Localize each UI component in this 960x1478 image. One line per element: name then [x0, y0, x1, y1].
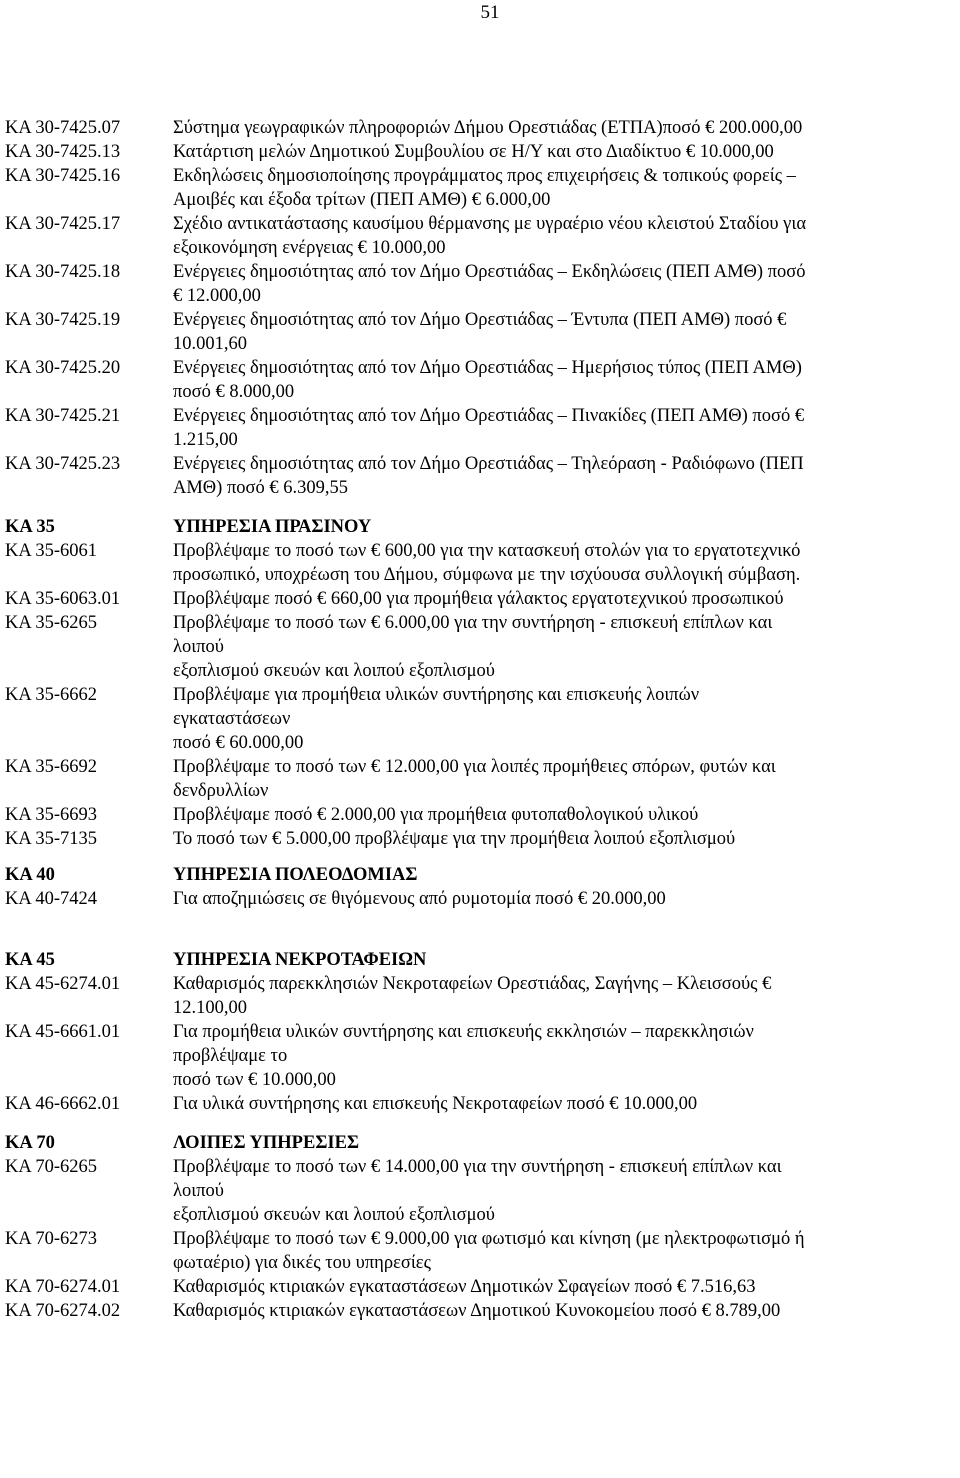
entry-description: [173, 827, 955, 851]
section-heading-row: [5, 863, 955, 887]
description-line: λοιπού: [173, 1181, 224, 1201]
account-code: ΚΑ 45-6661.01: [5, 1022, 121, 1042]
account-code: ΚΑ 30-7425.07: [5, 118, 121, 138]
entry-description: [173, 404, 955, 452]
ledger-row: [5, 1299, 955, 1323]
ledger-row: [5, 452, 955, 500]
entry-description: [173, 887, 955, 911]
entry-description: [173, 140, 955, 164]
account-code: ΚΑ 30-7425.21: [5, 406, 121, 426]
entry-description: [173, 539, 955, 587]
entry-description: [173, 116, 955, 140]
ledger-row: [5, 212, 955, 260]
ledger-row: [5, 1155, 955, 1227]
description-line: Για προμήθεια υλικών συντήρησης και επισκευής εκκλησιών – παρεκκλησιών: [173, 1022, 754, 1042]
ledger-row: [5, 803, 955, 827]
section-spacer: [5, 500, 955, 515]
account-code: ΚΑ 35-7135: [5, 829, 97, 849]
section-spacer: [5, 851, 955, 863]
description-line: Για υλικά συντήρησης και επισκευής Νεκροταφείων ποσό € 10.000,00: [173, 1094, 698, 1114]
description-line: Το ποσό των € 5.000,00 προβλέψαμε για την προμήθεια λοιπού εξοπλισμού: [173, 829, 736, 849]
section-title: [173, 948, 955, 972]
description-line: προσωπικό, υποχρέωση του Δήμου, σύμφωνα με την ισχύουσα συλλογική σύμβαση.: [173, 565, 801, 585]
description-line: € 12.000,00: [173, 286, 261, 306]
entry-description: [173, 1092, 955, 1116]
account-code: ΚΑ 35-6265: [5, 613, 97, 633]
ledger-row: [5, 140, 955, 164]
account-code: ΚΑ 35-6063.01: [5, 589, 121, 609]
entry-description: [173, 755, 955, 803]
entry-description: [173, 1227, 955, 1275]
description-line: Προβλέψαμε ποσό € 2.000,00 για προμήθεια φυτοπαθολογικού υλικού: [173, 805, 699, 825]
description-line: Προβλέψαμε το ποσό των € 14.000,00 για την συντήρηση - επισκευή επίπλων και: [173, 1157, 782, 1177]
entry-description: [173, 1299, 955, 1323]
description-line: ποσό € 8.000,00: [173, 382, 295, 402]
description-line: 12.100,00: [173, 998, 247, 1018]
account-code: ΚΑ 30-7425.18: [5, 262, 121, 282]
ledger-row: [5, 404, 955, 452]
section-heading-row: [5, 1131, 955, 1155]
description-line: ΥΠΗΡΕΣΙΑ ΝΕΚΡΟΤΑΦΕΙΩΝ: [173, 950, 427, 970]
account-code: ΚΑ 70-6274.01: [5, 1277, 121, 1297]
entry-description: [173, 164, 955, 212]
description-line: Σύστημα γεωγραφικών πληροφοριών Δήμου Ορεστιάδας (ΕΤΠΑ)ποσό € 200.000,00: [173, 118, 803, 138]
description-line: Καθαρισμός κτιριακών εγκαταστάσεων Δημοτικού Κυνοκομείου ποσό € 8.789,00: [173, 1301, 781, 1321]
description-line: ΥΠΗΡΕΣΙΑ ΠΡΑΣΙΝΟΥ: [173, 517, 372, 537]
section-title: [173, 1131, 955, 1155]
account-code: ΚΑ 35-6692: [5, 757, 97, 777]
entry-description: [173, 1275, 955, 1299]
ledger-row: [5, 1275, 955, 1299]
description-line: εξοπλισμού σκευών και λοιπού εξοπλισμού: [173, 661, 495, 681]
entry-description: [173, 260, 955, 308]
account-code: ΚΑ 40-7424: [5, 889, 97, 909]
description-line: ποσό των € 10.000,00: [173, 1070, 336, 1090]
account-code: ΚΑ 45: [5, 950, 55, 970]
description-line: Προβλέψαμε το ποσό των € 600,00 για την κατασκευή στολών για το εργατοτεχνικό: [173, 541, 801, 561]
description-line: Καθαρισμός παρεκκλησιών Νεκροταφείων Ορεστιάδας, Σαγήνης – Κλεισσούς €: [173, 974, 772, 994]
entry-description: [173, 972, 955, 1020]
ledger-row: [5, 1092, 955, 1116]
ledger-row: [5, 539, 955, 587]
ledger-row: [5, 972, 955, 1020]
account-code: ΚΑ 70-6265: [5, 1157, 97, 1177]
ledger-row: [5, 164, 955, 212]
entry-description: [173, 611, 955, 683]
account-code: ΚΑ 30-7425.13: [5, 142, 121, 162]
ledger-row: [5, 1227, 955, 1275]
description-line: ΑΜΘ) ποσό € 6.309,55: [173, 478, 349, 498]
description-line: Ενέργειες δημοσιότητας από τον Δήμο Ορεστιάδας – Εκδηλώσεις (ΠΕΠ ΑΜΘ) ποσό: [173, 262, 806, 282]
entry-description: [173, 683, 955, 755]
account-code: ΚΑ 40: [5, 865, 55, 885]
ledger-row: [5, 887, 955, 911]
account-code: ΚΑ 30-7425.16: [5, 166, 121, 186]
account-code: ΚΑ 35-6693: [5, 805, 97, 825]
description-line: φωταέριο) για δικές του υπηρεσίες: [173, 1253, 431, 1273]
description-line: ΥΠΗΡΕΣΙΑ ΠΟΛΕΟΔΟΜΙΑΣ: [173, 865, 418, 885]
account-code: ΚΑ 45-6274.01: [5, 974, 121, 994]
ledger-row: [5, 356, 955, 404]
account-code: ΚΑ 46-6662.01: [5, 1094, 121, 1114]
description-line: εγκαταστάσεων: [173, 709, 291, 729]
account-code: ΚΑ 35-6061: [5, 541, 97, 561]
description-line: εξοικονόμηση ενέργειας € 10.000,00: [173, 238, 446, 258]
ledger-row: [5, 587, 955, 611]
ledger-row: [5, 611, 955, 683]
description-line: 1.215,00: [173, 430, 238, 450]
ledger-row: [5, 1020, 955, 1092]
description-line: Ενέργειες δημοσιότητας από τον Δήμο Ορεστιάδας – Έντυπα (ΠΕΠ ΑΜΘ) ποσό €: [173, 310, 787, 330]
description-line: Ενέργειες δημοσιότητας από τον Δήμο Ορεστιάδας – Ημερήσιος τύπος (ΠΕΠ ΑΜΘ): [173, 358, 802, 378]
description-line: εξοπλισμού σκευών και λοιπού εξοπλισμού: [173, 1205, 495, 1225]
description-line: Προβλέψαμε το ποσό των € 12.000,00 για λοιπές προμήθειες σπόρων, φυτών και: [173, 757, 776, 777]
account-code: ΚΑ 30-7425.20: [5, 358, 121, 378]
entry-description: [173, 452, 955, 500]
description-line: Για αποζημιώσεις σε θιγόμενους από ρυμοτομία ποσό € 20.000,00: [173, 889, 666, 909]
entry-description: [173, 587, 955, 611]
description-line: ΛΟΙΠΕΣ ΥΠΗΡΕΣΙΕΣ: [173, 1133, 360, 1153]
description-line: δενδρυλλίων: [173, 781, 269, 801]
budget-ledger: [5, 116, 955, 1323]
description-line: Ενέργειες δημοσιότητας από τον Δήμο Ορεστιάδας – Τηλεόραση - Ραδιόφωνο (ΠΕΠ: [173, 454, 804, 474]
description-line: Κατάρτιση μελών Δημοτικού Συμβουλίου σε Η/Υ και στο Διαδίκτυο € 10.000,00: [173, 142, 774, 162]
entry-description: [173, 308, 955, 356]
ledger-row: [5, 260, 955, 308]
description-line: Προβλέψαμε για προμήθεια υλικών συντήρησης και επισκευής λοιπών: [173, 685, 700, 705]
account-code: ΚΑ 30-7425.17: [5, 214, 121, 234]
account-code: ΚΑ 35: [5, 517, 55, 537]
ledger-row: [5, 116, 955, 140]
entry-description: [173, 212, 955, 260]
entry-description: [173, 1020, 955, 1092]
account-code: ΚΑ 70-6274.02: [5, 1301, 121, 1321]
description-line: Ενέργειες δημοσιότητας από τον Δήμο Ορεστιάδας – Πινακίδες (ΠΕΠ ΑΜΘ) ποσό €: [173, 406, 805, 426]
account-code: ΚΑ 30-7425.19: [5, 310, 121, 330]
description-line: Αμοιβές και έξοδα τρίτων (ΠΕΠ ΑΜΘ) € 6.000,00: [173, 190, 551, 210]
section-spacer: [5, 911, 955, 948]
description-line: Καθαρισμός κτιριακών εγκαταστάσεων Δημοτικών Σφαγείων ποσό € 7.516,63: [173, 1277, 756, 1297]
description-line: λοιπού: [173, 637, 224, 657]
ledger-row: [5, 308, 955, 356]
account-code: ΚΑ 70-6273: [5, 1229, 97, 1249]
section-heading-row: [5, 948, 955, 972]
entry-description: [173, 1155, 955, 1227]
description-line: Προβλέψαμε το ποσό των € 6.000,00 για την συντήρηση - επισκευή επίπλων και: [173, 613, 773, 633]
description-line: Σχέδιο αντικατάστασης καυσίμου θέρμανσης με υγραέριο νέου κλειστού Σταδίου για: [173, 214, 807, 234]
section-spacer: [5, 1116, 955, 1131]
account-code: ΚΑ 70: [5, 1133, 55, 1153]
section-title: [173, 863, 955, 887]
description-line: Εκδηλώσεις δημοσιοποίησης προγράμματος προς επιχειρήσεις & τοπικούς φορείς –: [173, 166, 796, 186]
account-code: ΚΑ 30-7425.23: [5, 454, 121, 474]
description-line: Προβλέψαμε ποσό € 660,00 για προμήθεια γάλακτος εργατοτεχνικού προσωπικού: [173, 589, 784, 609]
ledger-row: [5, 827, 955, 851]
ledger-row: [5, 755, 955, 803]
account-code: ΚΑ 35-6662: [5, 685, 97, 705]
description-line: προβλέψαμε το: [173, 1046, 288, 1066]
page-number: 51: [480, 2, 500, 23]
section-title: [173, 515, 955, 539]
description-line: Προβλέψαμε το ποσό των € 9.000,00 για φωτισμό και κίνηση (με ηλεκτροφωτισμό ή: [173, 1229, 805, 1249]
description-line: 10.001,60: [173, 334, 247, 354]
entry-description: [173, 803, 955, 827]
section-heading-row: [5, 515, 955, 539]
entry-description: [173, 356, 955, 404]
description-line: ποσό € 60.000,00: [173, 733, 304, 753]
ledger-row: [5, 683, 955, 755]
